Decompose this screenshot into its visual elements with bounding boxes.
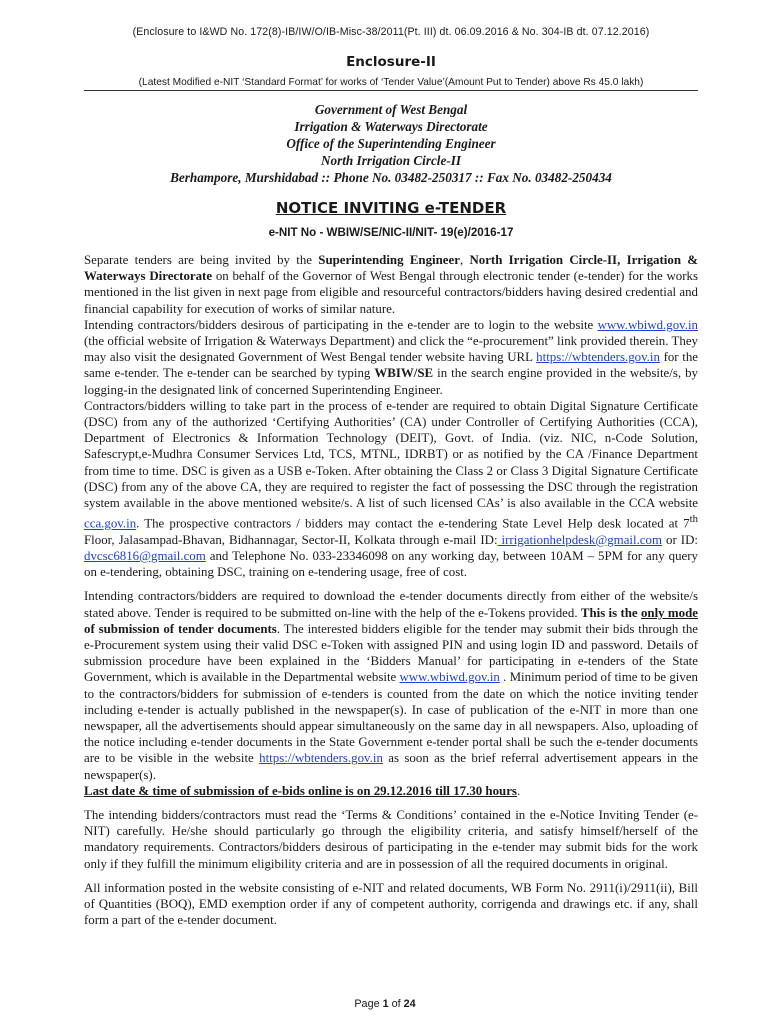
link-cca-website[interactable]: cca.gov.in — [84, 516, 137, 531]
text-run: , — [459, 253, 470, 267]
text-run: Contractors/bidders willing to take part in the process of e-tender are required to obtain Digital Signature Certificate (DSC) from any of the authorized ‘Certifying Authorities’ (CA) under Controller of Certifying Authorities (CCA), Department of Electronics & Information Technology (DEIT), Govt. of India. (viz. NIC, n-Code Solution, Safescrypt,e-Mudhra Consumer Services Ltd, TCS, MTNL, IDRBT) or as notified by the CA /Finance Department from time to time. DSC is given as a USB e-Token. After obtaining the Class 2 or Class 3 Digital Signature Certificate (DSC) from any of the above CA, they are required to register the fact of possessing the DSC through the registration system available in the above mentioned website/s. A list of such licensed CAs’ is also available in the CCA website — [84, 398, 698, 511]
text-run: Intending contractors/bidders desirous of participating in the e-tender are to login to the website — [84, 317, 598, 332]
office-line-office: Office of the Superintending Engineer — [286, 136, 496, 151]
deadline-text: Last date & time of submission of e-bids online is on 29.12.2016 till 17.30 hours — [84, 783, 517, 798]
text-run-bold: North Irrigation Circle-II, Irrigation & Waterways Directorate — [84, 253, 698, 284]
text-run: Floor, Jalasampad-Bhavan, Bidhannagar, Sector-II, Kolkata through e-mail ID: — [84, 532, 498, 547]
text-run: . The interested bidders eligible for the tender may submit their bids through the e-Procurement system using their valid DSC e-Token with assigned PIN and using login ID and password. Details of submission procedure have been explained in the ‘Bidders Manual’ for participating in e-tenders of the State Government, which is available in the Departmental website — [84, 621, 698, 685]
superscript: th — [689, 513, 698, 526]
enclosure-title: Enclosure-II — [346, 54, 436, 70]
paragraph-information: All information posted in the website consisting of e-NIT and related documents, WB Form No. 2911(i)/2911(ii), Bill of Quantities (BOQ), EMD exemption order if any of competent authority, corrigenda and drawings etc. if any, shall form a part of the e-tender document. — [84, 880, 698, 928]
office-line-contact: Berhampore, Murshidabad :: Phone No. 03482-250317 :: Fax No. 03482-250434 — [170, 170, 612, 185]
text-run: or ID: — [662, 532, 698, 547]
enclosure-reference: (Enclosure to I&WD No. 172(8)-IB/IW/O/IB-Misc-38/2011(Pt. III) dt. 06.09.2016 & No. 304-IB dt. 07.12.2016) — [132, 26, 650, 38]
text-run: (the official website of Irrigation & Waterways Department) and click the “e-procurement” link provided therein. They may also visit the designated Government of West Bengal tender website having URL — [84, 334, 698, 365]
footer-text: of — [388, 998, 404, 1010]
page-number: 1 — [382, 998, 389, 1010]
text-run: as soon as the brief referral advertisement appears in the newspaper(s). — [84, 751, 699, 782]
link-wbiwd-website-2[interactable]: www.wbiwd.gov.in — [399, 670, 500, 685]
text-run-bold: This is the — [580, 605, 641, 620]
text-run: . — [516, 783, 521, 798]
notice-body — [84, 252, 698, 928]
modified-note: (Latest Modified e-NIT ‘Standard Format’ for works of ‘Tender Value’(Amount Put to Tender) above Rs 45.0 lakh) — [84, 77, 698, 91]
link-dvcsc-email[interactable]: dvcsc6816@gmail.com — [84, 548, 206, 563]
link-helpdesk-email[interactable]: irrigationhelpdesk@gmail.com — [497, 532, 662, 547]
link-wbtenders-website-2[interactable]: https://wbtenders.gov.in — [259, 751, 383, 766]
notice-title: NOTICE INVITING e-TENDER — [275, 199, 507, 217]
paragraph-dsc — [84, 398, 698, 581]
text-run: for the same e-tender. The e-tender can be searched by typing — [84, 350, 698, 381]
office-line-government: Government of West Bengal — [314, 102, 468, 117]
nit-number: e-NIT No - WBIW/SE/NIC-II/NIT- 19(e)/2016-17 — [268, 226, 514, 239]
link-wbtenders-website[interactable]: https://wbtenders.gov.in — [536, 350, 660, 365]
office-line-circle: North Irrigation Circle-II — [321, 153, 461, 168]
footer-text: Page — [354, 998, 383, 1010]
text-run: and Telephone No. 033-23346098 on any working day, between 10AM – 5PM for any query on e-tendering, obtaining DSC, training on e-tendering usage, free of cost. — [84, 548, 698, 580]
text-run: Separate tenders are being invited by the — [84, 253, 319, 267]
link-wbiwd-website[interactable]: www.wbiwd.gov.in — [597, 317, 698, 332]
page-total: 24 — [403, 998, 416, 1010]
text-run: in the search engine provided in the website/s, by logging-in the designated link of concerned Superintending Engineer. — [84, 366, 699, 397]
paragraph-submission — [84, 588, 698, 782]
paragraph-website-login — [84, 317, 698, 398]
text-run-bold-underline: only mode — [640, 605, 698, 620]
text-run-bold: of submission of tender documents — [84, 621, 277, 636]
paragraph-invitation — [84, 252, 698, 317]
page-footer — [0, 998, 770, 1010]
office-address-block — [84, 101, 698, 186]
text-run: . The prospective contractors / bidders may contact the e-tendering State Level Help desk located at 7 — [136, 516, 690, 531]
paragraph-deadline — [84, 783, 698, 799]
text-run: on behalf of the Governor of West Bengal through electronic tender (e-tender) for the works mentioned in the list given in next page from eligible and resourceful contractors/bidders having desired credential and financial capability for execution of works of similar nature. — [84, 269, 698, 316]
office-line-directorate: Irrigation & Waterways Directorate — [294, 119, 488, 134]
text-run-bold: Superintending Engineer — [318, 253, 460, 267]
text-run: . Minimum period of time to be given to the contractors/bidders for submission of e-tenders is counted from the date on which the notice inviting tender including e-tender is actually published in the newspaper(s). In case of publication of the e-NIT in more than one newspaper, all the advertisements should appear simultaneously on the same day in all newspapers. Also, uploading of the notice including e-tender documents in the State Government e-tender portal shall be such the e-tender documents are to be visible in the website — [84, 670, 698, 766]
text-run-bold: WBIW/SE — [374, 366, 434, 381]
text-run: Intending contractors/bidders are required to download the e-tender documents directly from either of the website/s stated above. Tender is required to be submitted on-line with the help of the e-Tokens provided. — [84, 589, 698, 620]
paragraph-terms: The intending bidders/contractors must read the ‘Terms & Conditions’ contained in the e-Notice Inviting Tender (e-NIT) carefully. He/she should particularly go through the eligibility criteria, and satisfy himself/herself of the mandatory requirements. Contractors/bidders desirous of participating in the e-tender may submit bids for the work only if they fulfill the minimum eligibility criteria and are in possession of all the required documents in original. — [84, 808, 698, 871]
